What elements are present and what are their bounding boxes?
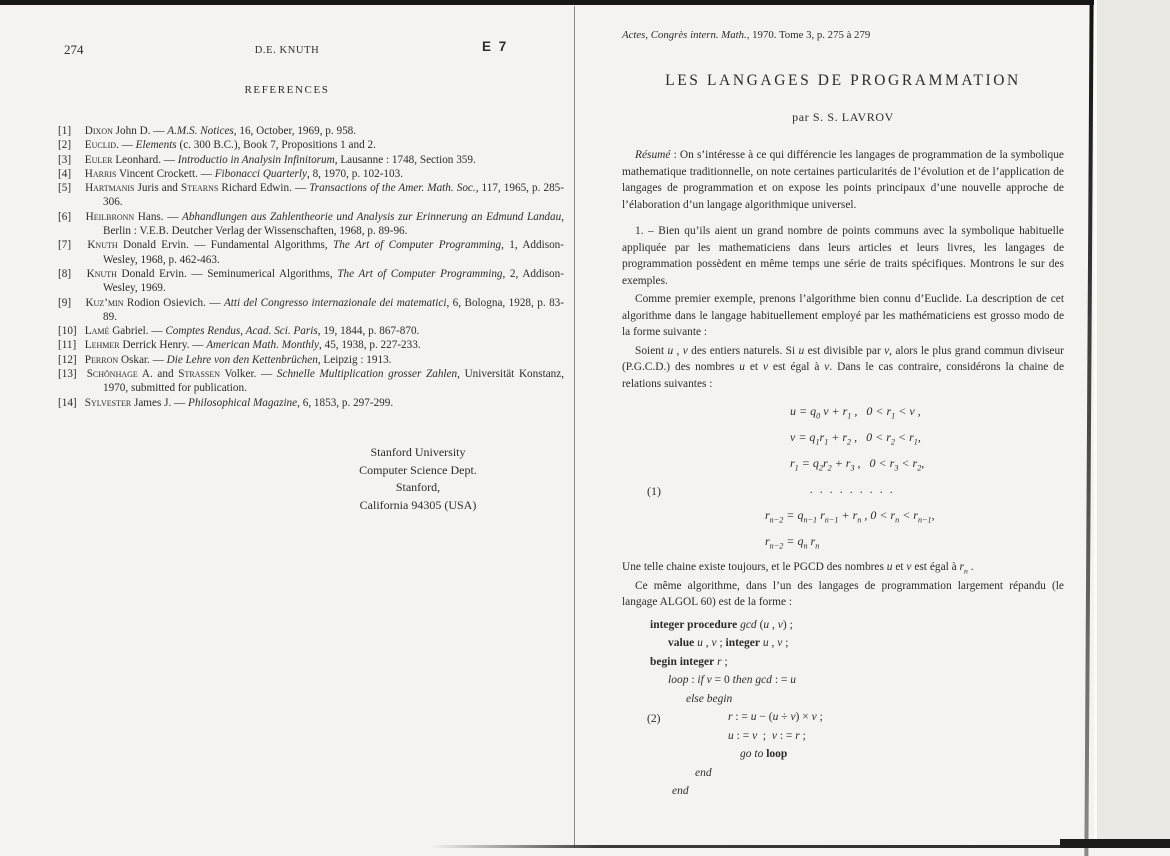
reference-label: [4] (58, 167, 72, 180)
equation-block (622, 398, 1064, 554)
reference-item (58, 167, 564, 181)
reference-item (58, 124, 564, 138)
reference-text: Sylvester James J. — Philosophical Magazine, 6, 1853, p. 297-299. (84, 396, 394, 409)
reference-text: Schönhage A. and Strassen Volker. — Schnelle Multiplication grosser Zahlen, Universität Konstanz, 1970, submitted for publication. (86, 368, 565, 395)
reference-label: [5] (58, 182, 72, 195)
references-list (58, 124, 564, 410)
reference-item (58, 138, 564, 152)
address-line: Stanford University (370, 445, 466, 459)
book-spine-line (574, 6, 575, 848)
reference-text: Dixon John D. — A.M.S. Notices, 16, October, 1969, p. 958. (84, 125, 357, 137)
code-line: r : = u − (u ÷ v) × v ; (728, 711, 823, 723)
reference-label: [14] (58, 396, 77, 409)
scan-border-top (0, 0, 1098, 5)
abstract-paragraph: Résumé : On s’intéresse à ce qui différencie les langages de programmation de la symbolique mathematique traditionnelle, on note certaines particularités de l’évolution et de l’application de langages de programmation et on expose les points principaux d’une nouvelle approche de l’élaboration d’un langage algorithmique universel. (622, 149, 1064, 211)
reference-label: [3] (58, 153, 72, 166)
paper-title: LES LANGAGES DE PROGRAMMATION (665, 72, 1021, 89)
code-line: loop : if v = 0 then gcd : = u (668, 674, 796, 686)
reference-label: [1] (58, 125, 72, 137)
reference-label: [11] (58, 339, 77, 352)
journal-citation: Actes, Congrès intern. Math., 1970. Tome 3, p. 275 à 279 (622, 29, 871, 41)
page-edge-highlight (1094, 0, 1097, 848)
equation-ellipsis: . . . . . . . . . (810, 482, 895, 496)
code-line: integer procedure gcd (u , v) ; (650, 618, 793, 631)
equation-line: $u = q_0$ $v + r_1$ , $0 < r_1 < v$ , (790, 404, 921, 421)
reference-item (58, 367, 564, 396)
paragraph-example: Comme premier exemple, prenons l’algorithme bien connu d’Euclide. La description de cet algorithme dans le langage habituellement employé par les mathématiciens est grosso modo de la forme suivante : (622, 293, 1064, 338)
reference-label: [6] (58, 210, 72, 223)
reference-text: Perron Oskar. — Die Lehre von den Kettenbrüchen, Leipzig : 1913. (84, 353, 392, 366)
reference-item (58, 181, 564, 210)
address-line: Computer Science Dept. (359, 462, 477, 477)
reference-item (58, 396, 564, 410)
reference-text: Euler Leonhard. — Introductio in Analysin Infinitorum, Lausanne : 1748, Section 359. (84, 153, 476, 166)
reference-label: [9] (58, 296, 72, 309)
references-heading: REFERENCES (244, 84, 330, 96)
running-head: D.E. KNUTH (254, 45, 320, 56)
reference-item (58, 238, 564, 267)
scan-border-corner (1060, 839, 1170, 848)
reference-text: Lehmer Derrick Henry. — American Math. Monthly, 45, 1938, p. 227-233. (84, 339, 421, 352)
page-number: 274 (64, 42, 84, 57)
reference-item (58, 267, 564, 296)
code-line: end (672, 785, 689, 797)
paper-body (622, 147, 1064, 801)
code-line: begin integer r ; (650, 655, 728, 668)
reference-item (58, 210, 564, 239)
reference-text: Kuz’min Rodion Osievich. — Atti del Congresso internazionale dei matematici, 6, Bologna, 1928, p. 83-89. (85, 296, 565, 323)
code-line: else begin (686, 692, 733, 705)
equation-line: $v = q_1r_1 + r_2$ , $0 < r_2 < r_1$, (790, 430, 921, 447)
equation-line: $r_{n-2} = q_n$ $r_n$ (765, 534, 820, 551)
equation-line: $r_{n-2} = q_{n-1}$ $r_{n-1} + r_n$ , $0 < r_n < r_{n-1}$, (765, 508, 935, 525)
reference-text: Hartmanis Juris and Stearns Richard Edwin. — Transactions of the Amer. Math. Soc., 117, 1965, p. 285-306. (85, 182, 564, 209)
paragraph-chain: Une telle chaine existe toujours, et le PGCD des nombres u et v est égal à $r_n$ . (622, 561, 974, 576)
page-edge-shadow (1084, 0, 1093, 856)
reference-item (58, 324, 564, 338)
code-line: go to loop (740, 748, 788, 760)
equation-line: $r_1 = q_2r_2 + r_3$ , $0 < r_3 < r_2$, (790, 456, 925, 473)
reference-item (58, 153, 564, 167)
reference-label: [10] (58, 325, 77, 338)
code-line: u : = v ; v : = r ; (728, 729, 806, 742)
reference-text: Lamé Gabriel. — Comptes Rendus, Acad. Sci. Paris, 19, 1844, p. 867-870. (84, 325, 420, 338)
code-line: value u , v ; integer u , v ; (668, 637, 789, 649)
code-line: end (695, 766, 712, 779)
address-line: Stanford, (395, 480, 441, 494)
author-byline: par S. S. LAVROV (792, 110, 894, 124)
paragraph-intro: 1. – Bien qu’ils aient un grand nombre de points communs avec la symbolique habituelle appliquée par les mathematiciens dans leurs articles et leurs livres, les langages de programmation possèdent en même temps une série de traits spécifiques. Montrons le sur des exemples. (622, 225, 1064, 287)
author-address (296, 444, 540, 514)
equation-label: (1) (647, 484, 661, 498)
reference-text: Knuth Donald Ervin. — Seminumerical Algorithms, The Art of Computer Programming, 2, Addison-Wesley, 1969. (86, 267, 564, 295)
reference-item (58, 296, 564, 325)
reference-label: [13] (58, 368, 77, 381)
address-line: California 94305 (USA) (359, 497, 477, 512)
reference-text: Harris Vincent Crockett. — Fibonacci Quarterly, 8, 1970, p. 102-103. (84, 167, 403, 180)
reference-label: [12] (58, 353, 77, 366)
plate-code: E 7 (482, 39, 509, 54)
reference-label: [7] (58, 239, 72, 252)
paragraph-soient: Soient u , v des entiers naturels. Si u est divisible par v, alors le plus grand commun diviseur (P.G.C.D.) des nombres u et v est égal à v. Dans le cas contraire, considérons la chaine de relations suivantes : (622, 344, 1065, 390)
reference-text: Heilbronn Hans. — Abhandlungen aus Zahlentheorie und Analysis zur Erinnerung an Edmund Landau, Berlin : V.E.B. Deutcher Verlag der Wissenschaften, 1968, p. 89-96. (85, 210, 564, 238)
paragraph-algol: Ce même algorithme, dans l’un des langages de programmation largement répandu (le langage ALGOL 60) est de la forme : (622, 579, 1064, 608)
reference-label: [2] (58, 139, 72, 152)
page-edge-strip (1094, 0, 1170, 848)
algol-code-block (622, 616, 1064, 801)
reference-text: Knuth Donald Ervin. — Fundamental Algorithms, The Art of Computer Programming, 1, Addison-Wesley, 1968, p. 462-463. (87, 239, 564, 266)
reference-text: Euclid. — Elements (c. 300 B.C.), Book 7, Propositions 1 and 2. (84, 139, 376, 152)
reference-item (58, 338, 564, 352)
reference-label: [8] (58, 267, 72, 280)
reference-item (58, 353, 564, 367)
code-label: (2) (647, 712, 661, 725)
